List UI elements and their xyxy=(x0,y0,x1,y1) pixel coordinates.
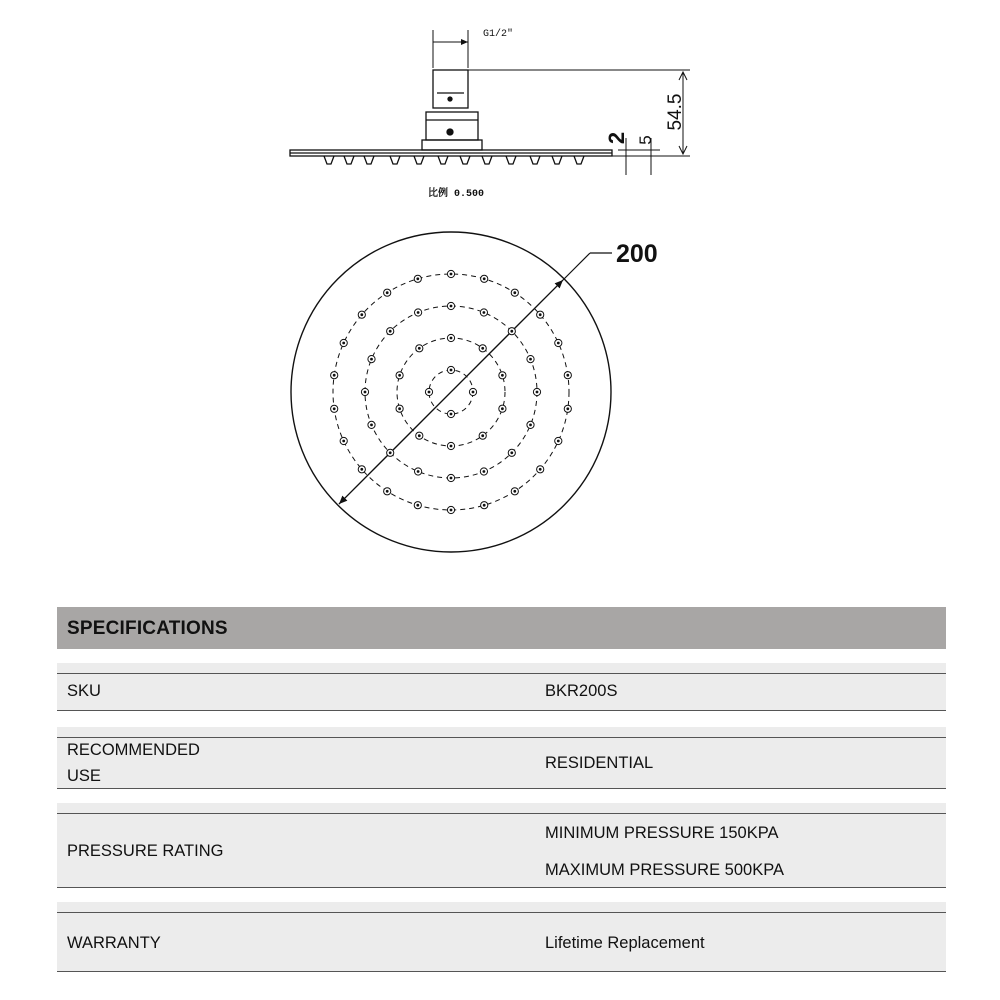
diameter-dimension: 200 xyxy=(616,240,658,268)
nozzle-hole-center xyxy=(483,470,486,473)
plate-thickness-dimension: 2 xyxy=(604,131,629,145)
nozzle-hole-center xyxy=(333,407,336,410)
nozzle-hole-center xyxy=(417,470,420,473)
nozzle-hole-center xyxy=(364,391,367,394)
nozzle-hole-center xyxy=(513,291,516,294)
nozzle-hole-center xyxy=(386,291,389,294)
nozzle-hole-center xyxy=(342,440,345,443)
nozzle-hole-center xyxy=(428,391,431,394)
nozzle-hole-center xyxy=(398,374,401,377)
nozzle-hole-center xyxy=(386,490,389,493)
nozzle-hole-center xyxy=(539,313,542,316)
recommended-use-value: RESIDENTIAL xyxy=(545,754,654,772)
nozzle-hole-center xyxy=(389,451,392,454)
nozzle-hole-center xyxy=(450,413,453,416)
connector-arm xyxy=(433,70,468,108)
nozzle-hole-center xyxy=(481,347,484,350)
maximum-pressure-value: MAXIMUM PRESSURE 500KPA xyxy=(545,861,785,879)
pressure-rating-label: PRESSURE RATING xyxy=(67,842,224,860)
recommended-use-label-line1: RECOMMENDED xyxy=(67,741,200,759)
nozzle-hole-center xyxy=(450,509,453,512)
spec-row-warranty xyxy=(57,912,946,972)
thread-label: G1/2" xyxy=(483,29,514,40)
nozzle-hole-center xyxy=(513,490,516,493)
nozzle-hole-center xyxy=(501,407,504,410)
nozzle-hole-center xyxy=(360,468,363,471)
nozzle-hole-center xyxy=(539,468,542,471)
nozzle-hole-center xyxy=(333,374,336,377)
nozzle-hole-center xyxy=(398,407,401,410)
nozzle-hole-center xyxy=(450,305,453,308)
spec-row-recommended-use xyxy=(57,737,946,789)
nozzle-hole-center xyxy=(566,374,569,377)
scale-label: 比例 0.500 xyxy=(428,189,485,200)
nozzle-hole-center xyxy=(557,440,560,443)
specifications-header xyxy=(57,607,946,649)
nozzle-hole-center xyxy=(536,391,539,394)
nozzle-hole-center xyxy=(416,277,419,280)
minimum-pressure-value: MINIMUM PRESSURE 150KPA xyxy=(545,824,779,842)
spec-row-sku xyxy=(57,673,946,711)
nozzle-hole-center xyxy=(450,445,453,448)
nozzle-hole-center xyxy=(483,504,486,507)
nozzle-hole-center xyxy=(418,434,421,437)
nozzle-hole-center xyxy=(450,273,453,276)
nozzle-hole-center xyxy=(360,313,363,316)
nozzle-hole-center xyxy=(483,311,486,314)
spec-row-pressure-rating xyxy=(57,813,946,888)
nozzle-hole-center xyxy=(566,407,569,410)
nozzle-hole-center xyxy=(418,347,421,350)
row-spacer xyxy=(57,727,946,737)
nozzle-hole-center xyxy=(472,391,475,394)
nozzle-hole-center xyxy=(416,504,419,507)
nozzle-hole-center xyxy=(501,374,504,377)
sku-value: BKR200S xyxy=(545,682,618,700)
nozzle-hole-center xyxy=(510,330,513,333)
ball-joint xyxy=(426,112,478,140)
plan-view xyxy=(291,232,612,552)
nozzle-hole-center xyxy=(417,311,420,314)
nozzle-height-dimension: 5 xyxy=(636,135,655,145)
specifications-title: SPECIFICATIONS xyxy=(67,618,228,639)
height-dimension: 54.5 xyxy=(665,93,686,131)
nozzle-hole-center xyxy=(342,342,345,345)
sku-label: SKU xyxy=(67,682,101,700)
recommended-use-label-line2: USE xyxy=(67,767,101,785)
warranty-label: WARRANTY xyxy=(67,934,161,952)
nozzle-hole-center xyxy=(557,342,560,345)
nozzle-row xyxy=(324,156,584,164)
row-spacer xyxy=(57,663,946,673)
row-spacer xyxy=(57,902,946,912)
nozzle-hole-center xyxy=(529,424,532,427)
row-spacer xyxy=(57,803,946,813)
nozzle-hole-center xyxy=(370,424,373,427)
nozzle-hole-center xyxy=(529,358,532,361)
nozzle-hole-center xyxy=(450,369,453,372)
nozzle-hole-center xyxy=(481,434,484,437)
nozzle-hole-center xyxy=(450,337,453,340)
nozzle-hole-center xyxy=(450,477,453,480)
nozzle-hole-center xyxy=(370,358,373,361)
side-elevation-view xyxy=(290,30,690,175)
nozzle-hole-center xyxy=(389,330,392,333)
nozzle-hole-center xyxy=(510,451,513,454)
warranty-value: Lifetime Replacement xyxy=(545,934,705,952)
nozzle-hole-center xyxy=(483,277,486,280)
